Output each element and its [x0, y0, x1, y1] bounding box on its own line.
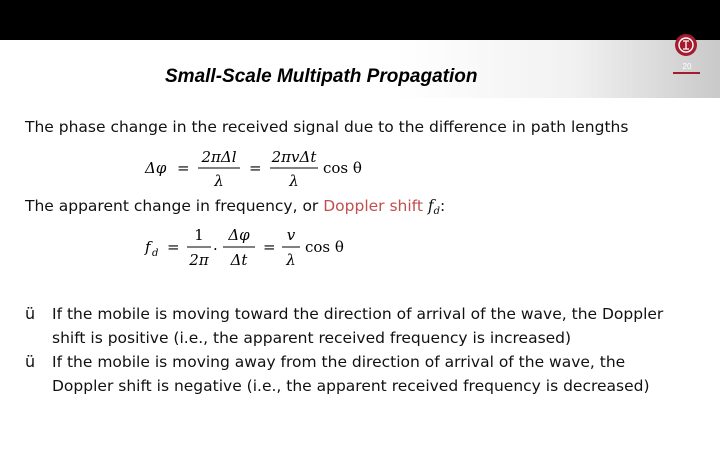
- page-number: 20: [682, 62, 692, 71]
- eq2-fraction3-denominator: λ: [286, 251, 296, 269]
- eq1-fraction1-denominator: λ: [214, 172, 224, 190]
- eq2-equals: =: [167, 238, 180, 256]
- eq2-lhs: f: [145, 238, 151, 256]
- top-black-bar: [0, 0, 720, 40]
- eq2-dot: ·: [213, 240, 218, 258]
- bullet-toward-line2: shift is positive (i.e., the apparent received frequency is increased): [52, 329, 572, 347]
- doppler-intro-text: [25, 197, 445, 217]
- checkmark-icon: ü: [25, 352, 36, 371]
- eq1-fraction2-numerator: 2πvΔt: [271, 148, 317, 166]
- phase-change-equation: [143, 144, 383, 192]
- bullet-away-line2: Doppler shift is negative (i.e., the apparent received frequency is decreased): [52, 377, 650, 395]
- eq1-fraction2-denominator: λ: [289, 172, 299, 190]
- eq2-equals2: =: [263, 238, 276, 256]
- eq1-equals2: =: [249, 159, 262, 177]
- eq2-fraction2-numerator: Δφ: [228, 226, 250, 244]
- phase-change-text: The phase change in the received signal due to the difference in path lengths: [25, 118, 629, 136]
- bullet-away-text: [52, 350, 720, 398]
- eq1-equals: =: [177, 159, 190, 177]
- doppler-shift-highlight: Doppler shift: [323, 197, 423, 215]
- doppler-shift-equation: [143, 222, 383, 272]
- eq1-fraction1-numerator: 2πΔl: [201, 148, 237, 166]
- eq2-fraction1-numerator: 1: [194, 226, 204, 244]
- doppler-intro-prefix: The apparent change in frequency, or: [25, 197, 324, 215]
- doppler-symbol: f: [427, 197, 434, 215]
- doppler-intro-suffix: :: [440, 197, 446, 215]
- bullet-away-line1: If the mobile is moving away from the direction of arrival of the wave, the: [52, 353, 626, 371]
- eq1-lhs: Δφ: [145, 159, 167, 177]
- university-logo-icon: [674, 33, 698, 57]
- eq2-fraction1-denominator: 2π: [189, 251, 209, 269]
- eq2-fraction3-numerator: v: [286, 226, 296, 244]
- slide-title: Small-Scale Multipath Propagation: [165, 66, 478, 87]
- doppler-symbol-subscript: d: [433, 206, 441, 217]
- eq2-cos-theta: cos θ: [305, 238, 344, 256]
- eq2-lhs-subscript: d: [152, 248, 159, 259]
- eq2-fraction2-denominator: Δt: [230, 251, 248, 269]
- bullet-toward-text: [52, 302, 720, 350]
- bullet-toward-line1: If the mobile is moving toward the direction of arrival of the wave, the Doppler: [52, 305, 664, 323]
- logo-underline: [673, 72, 700, 74]
- checkmark-icon: ü: [25, 304, 36, 323]
- eq1-cos-theta: cos θ: [323, 159, 362, 177]
